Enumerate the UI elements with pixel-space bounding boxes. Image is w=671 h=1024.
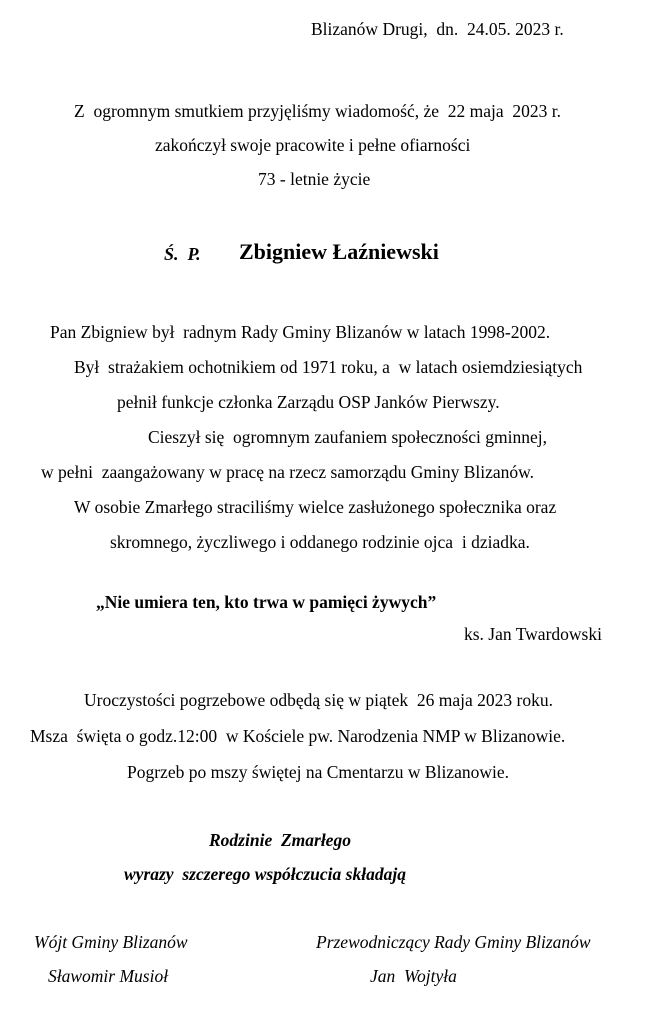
quote-text: „Nie umiera ten, kto trwa w pamięci żywych” <box>96 592 437 612</box>
deceased-name: Zbigniew Łaźniewski <box>239 239 439 264</box>
place-date: Blizanów Drugi, dn. 24.05. 2023 r. <box>311 19 564 39</box>
biography-line-6: W osobie Zmarłego straciliśmy wielce zasłużonego społecznika oraz <box>74 497 557 517</box>
signature-left-name: Sławomir Musioł <box>48 966 169 986</box>
funeral-line-1: Uroczystości pogrzebowe odbędą się w piątek 26 maja 2023 roku. <box>84 690 553 710</box>
quote-author: ks. Jan Twardowski <box>464 624 602 644</box>
condolences-line-2: wyrazy szczerego współczucia składają <box>124 864 406 884</box>
signature-right-name: Jan Wojtyła <box>370 966 457 986</box>
biography-line-2: Był strażakiem ochotnikiem od 1971 roku, a w latach osiemdziesiątych <box>74 357 583 377</box>
deceased-prefix: Ś. P. <box>164 244 201 264</box>
funeral-line-2: Msza święta o godz.12:00 w Kościele pw. Narodzenia NMP w Blizanowie. <box>30 726 566 746</box>
intro-line-1: Z ogromnym smutkiem przyjęliśmy wiadomość, że 22 maja 2023 r. <box>74 101 562 121</box>
funeral-line-3: Pogrzeb po mszy świętej na Cmentarzu w Blizanowie. <box>127 762 509 782</box>
signature-left-title: Wójt Gminy Blizanów <box>34 932 188 952</box>
condolences-line-1: Rodzinie Zmarłego <box>209 830 351 850</box>
intro-line-2: zakończył swoje pracowite i pełne ofiarności <box>155 135 471 155</box>
intro-line-3: 73 - letnie życie <box>258 169 371 189</box>
biography-line-3: pełnił funkcje członka Zarządu OSP Janków Pierwszy. <box>117 392 500 412</box>
biography-line-1: Pan Zbigniew był radnym Rady Gminy Blizanów w latach 1998-2002. <box>50 322 551 342</box>
signature-right-title: Przewodniczący Rady Gminy Blizanów <box>316 932 591 952</box>
biography-line-7: skromnego, życzliwego i oddanego rodzinie ojca i dziadka. <box>110 532 530 552</box>
biography-line-4: Cieszył się ogromnym zaufaniem społeczności gminnej, <box>148 427 547 447</box>
biography-line-5: w pełni zaangażowany w pracę na rzecz samorządu Gminy Blizanów. <box>41 462 535 482</box>
